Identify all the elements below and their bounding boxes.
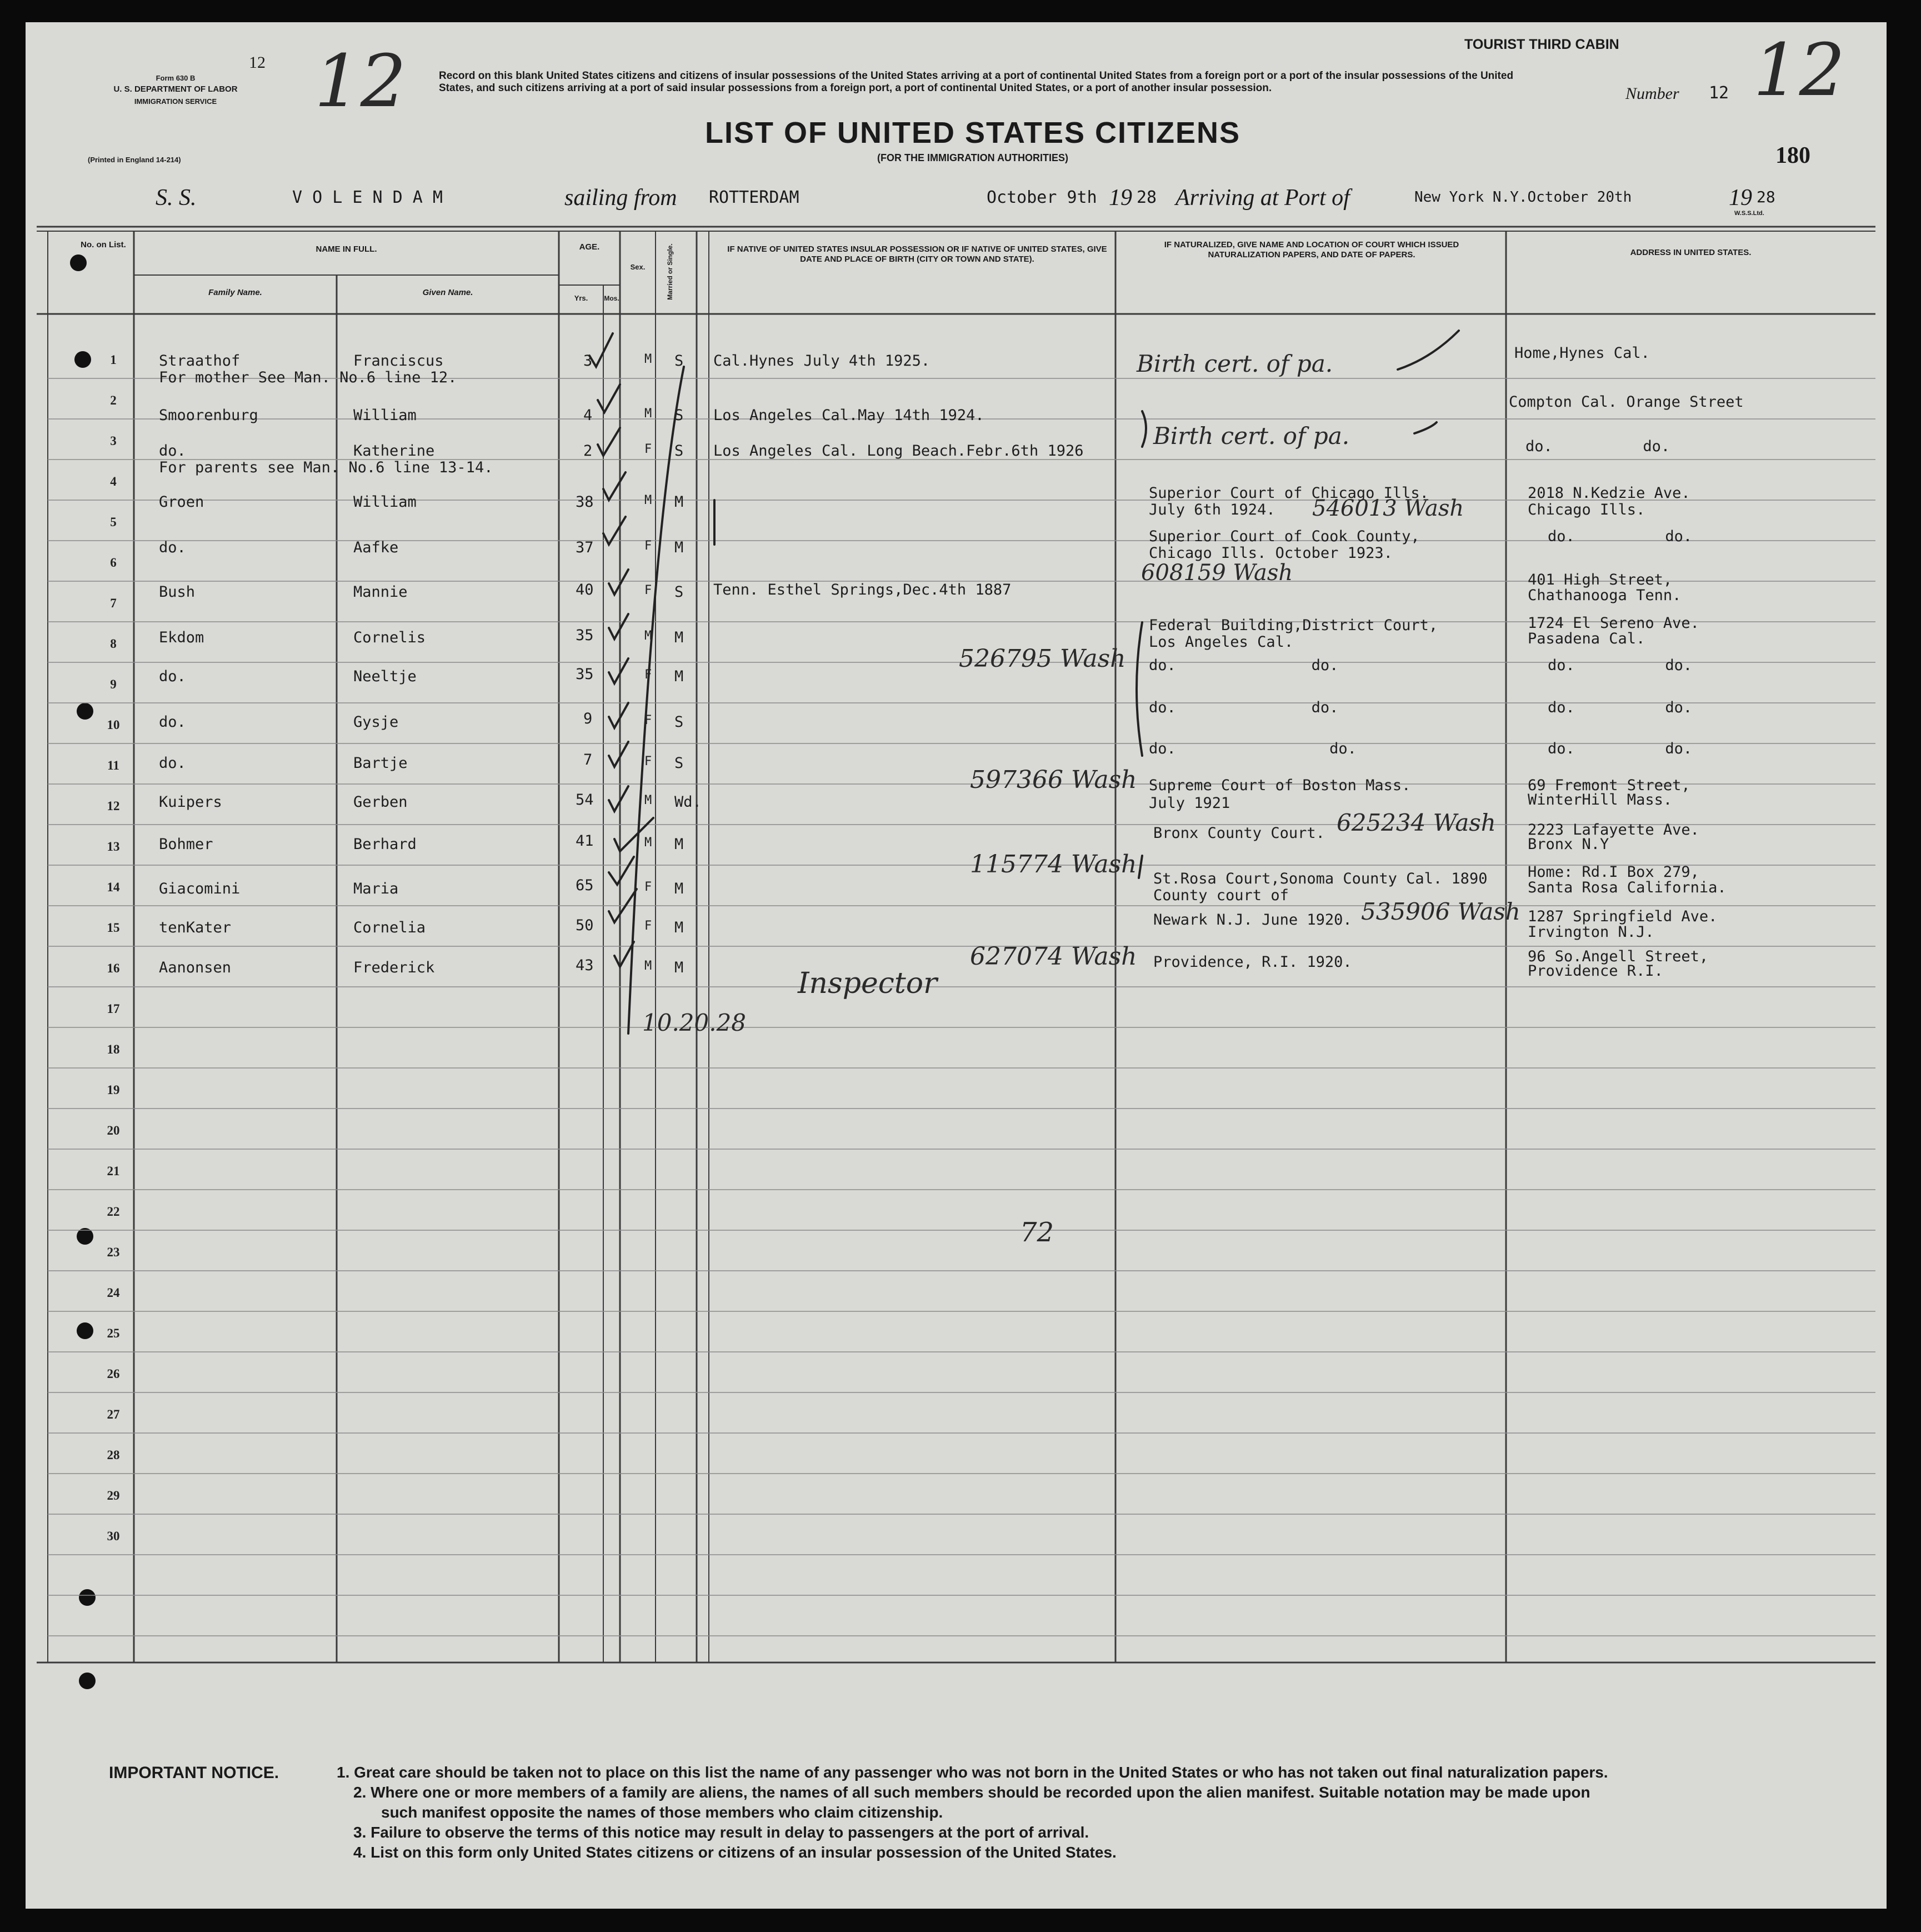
address: Compton Cal. Orange Street bbox=[1509, 393, 1744, 411]
court-info: Superior Court of Chicago Ills. bbox=[1149, 485, 1429, 502]
row-number: 1 bbox=[110, 353, 117, 367]
court-info: Newark N.J. June 1920. bbox=[1153, 911, 1352, 928]
court-subline: July 1921 bbox=[1149, 795, 1230, 812]
marital-status: S bbox=[674, 352, 684, 370]
age: 43 bbox=[576, 957, 594, 974]
year-suffix: 28 bbox=[1137, 188, 1157, 207]
given-name: Franciscus bbox=[353, 352, 444, 370]
instruction-text: Record on this blank United States citizens and citizens of insular possessions of the United States arriving at a port of continental United States from a foreign port or a port of the insular possessions of the United States, and such citizens arriving at a port of said insular possessions from a foreign port, a port of continental United States, or a port of another insular possession. bbox=[439, 70, 1514, 94]
top-left-number: 12 bbox=[249, 53, 266, 72]
age: 65 bbox=[576, 877, 594, 894]
address: 96 So.Angell Street, bbox=[1528, 948, 1709, 965]
court-info: do. do. bbox=[1149, 740, 1357, 757]
sex: M bbox=[644, 629, 652, 643]
given-name: Aafke bbox=[353, 539, 399, 556]
row-number: 27 bbox=[107, 1407, 120, 1421]
row-subline: For parents see Man. No.6 line 13-14. bbox=[159, 459, 493, 476]
sex: M bbox=[644, 959, 652, 973]
row-number: 5 bbox=[110, 515, 117, 529]
printed-note: (Printed in England 14-214) bbox=[88, 156, 181, 164]
court-info: Supreme Court of Boston Mass. bbox=[1149, 777, 1411, 794]
marital-status: S bbox=[674, 407, 684, 424]
family-name: Groen bbox=[159, 493, 204, 511]
given-name: Cornelis bbox=[353, 629, 426, 646]
birth-info: Tenn. Esthel Springs,Dec.4th 1887 bbox=[713, 581, 1012, 598]
page-title: LIST OF UNITED STATES CITIZENS bbox=[705, 116, 1240, 149]
given-name: Katherine bbox=[353, 442, 435, 460]
age: 37 bbox=[576, 539, 594, 556]
given-name: William bbox=[353, 493, 417, 511]
notice-label: IMPORTANT NOTICE. bbox=[109, 1764, 279, 1782]
age: 2 bbox=[583, 442, 593, 460]
row-number: 16 bbox=[107, 961, 120, 975]
row-number: 3 bbox=[110, 434, 117, 448]
address: 2018 N.Kedzie Ave. bbox=[1528, 485, 1690, 502]
handwritten-r11-num: 597366 Wash bbox=[970, 766, 1137, 794]
notice-item-1: 1. Great care should be taken not to place on this list the name of any passenger who was not born in the United States or who has not taken out final naturalization papers. bbox=[337, 1764, 1608, 1781]
given-name: Mannie bbox=[353, 583, 408, 601]
port-to: New York N.Y.October 20th bbox=[1414, 189, 1632, 206]
row-number: 20 bbox=[107, 1124, 120, 1137]
marital-status: M bbox=[674, 836, 684, 853]
marital-status: S bbox=[674, 442, 684, 460]
year-prefix-2: 19 bbox=[1729, 185, 1752, 211]
family-name: Aanonsen bbox=[159, 959, 232, 976]
row-number: 10 bbox=[107, 718, 120, 732]
port-from: ROTTERDAM bbox=[709, 188, 799, 207]
given-name: Maria bbox=[353, 880, 399, 897]
address-subline: Providence R.I. bbox=[1528, 962, 1663, 980]
court-info: Bronx County Court. bbox=[1153, 825, 1325, 842]
handwritten-r14-num: 535906 Wash bbox=[1361, 898, 1520, 925]
row-number: 24 bbox=[107, 1286, 120, 1300]
header-naturalized: IF NATURALIZED, GIVE NAME AND LOCATION OF COURT WHICH ISSUED NATURALIZATION PAPERS, AND DATE OF PAPERS. bbox=[1164, 240, 1459, 259]
header-address: ADDRESS IN UNITED STATES. bbox=[1630, 248, 1752, 257]
marital-status: M bbox=[674, 629, 684, 646]
row-number: 17 bbox=[107, 1002, 120, 1016]
handwritten-page-no-right: 12 bbox=[1753, 28, 1845, 112]
row-number: 8 bbox=[110, 637, 117, 651]
court-subline: County court of bbox=[1153, 887, 1289, 904]
row-number: 18 bbox=[107, 1042, 120, 1056]
handwritten-birth-cert-2: Birth cert. of pa. bbox=[1153, 422, 1350, 450]
marital-status: M bbox=[674, 493, 684, 511]
notice-item-4: 4. List on this form only United States citizens or citizens of an insular possession of the United States. bbox=[353, 1844, 1117, 1861]
court-info: St.Rosa Court,Sonoma County Cal. 1890 bbox=[1153, 870, 1488, 887]
sex: M bbox=[644, 793, 652, 807]
page-subtitle: (FOR THE IMMIGRATION AUTHORITIES) bbox=[877, 152, 1068, 163]
age: 35 bbox=[576, 666, 594, 683]
age: 38 bbox=[576, 493, 594, 511]
sex: F bbox=[644, 755, 652, 768]
marital-status: S bbox=[674, 583, 684, 601]
address: do. do. bbox=[1525, 438, 1670, 455]
given-name: Berhard bbox=[353, 836, 417, 853]
row-number: 14 bbox=[107, 880, 120, 894]
row-number: 22 bbox=[107, 1205, 120, 1219]
address-subline: Chicago Ills. bbox=[1528, 501, 1645, 518]
header-birth: IF NATIVE OF UNITED STATES INSULAR POSSESSION OR IF NATIVE OF UNITED STATES, GIVE DATE AND PLACE OF BIRTH (CITY OR TOWN AND STATE). bbox=[727, 244, 1107, 264]
family-name: do. bbox=[159, 668, 186, 685]
form-no: Form 630 B bbox=[156, 74, 196, 82]
form-department: U. S. DEPARTMENT OF LABOR bbox=[113, 84, 238, 94]
given-name: Gysje bbox=[353, 713, 399, 731]
court-info: do. do. bbox=[1149, 699, 1339, 716]
marital-status: M bbox=[674, 919, 684, 936]
address: 1287 Springfield Ave. bbox=[1528, 908, 1718, 925]
header-given-name: Given Name. bbox=[422, 288, 473, 297]
marital-status: M bbox=[674, 880, 684, 897]
family-name: do. bbox=[159, 442, 186, 460]
marital-status: M bbox=[674, 539, 684, 556]
address-subline: Pasadena Cal. bbox=[1528, 630, 1645, 647]
sheet-number: 180 bbox=[1775, 143, 1810, 168]
number-value: 12 bbox=[1709, 83, 1729, 103]
handwritten-r15-num: 627074 Wash bbox=[970, 942, 1137, 971]
corner-code: W.S.S.Ltd. bbox=[1734, 210, 1764, 217]
age: 7 bbox=[583, 751, 593, 768]
arriving-label: Arriving at Port of bbox=[1175, 185, 1350, 211]
family-name: Bohmer bbox=[159, 836, 213, 853]
address: 1724 El Sereno Ave. bbox=[1528, 615, 1699, 632]
address: do. do. bbox=[1548, 740, 1693, 757]
row-number: 13 bbox=[107, 840, 120, 853]
header-yrs: Yrs. bbox=[574, 294, 588, 302]
given-name: William bbox=[353, 407, 417, 424]
row-number: 29 bbox=[107, 1489, 120, 1502]
address: do. do. bbox=[1548, 528, 1693, 545]
court-info: Providence, R.I. 1920. bbox=[1153, 953, 1352, 971]
court-info: Federal Building,District Court, bbox=[1149, 617, 1438, 634]
family-name: Bush bbox=[159, 583, 196, 601]
handwritten-r6-num: 608159 Wash bbox=[1141, 560, 1293, 586]
marital-status: S bbox=[674, 755, 684, 772]
row-number: 23 bbox=[107, 1245, 120, 1259]
row-number: 11 bbox=[107, 758, 119, 772]
manifest-sheet bbox=[26, 22, 1887, 1909]
row-number: 26 bbox=[107, 1367, 120, 1381]
address: 401 High Street, bbox=[1528, 571, 1673, 588]
address-subline: Chathanooga Tenn. bbox=[1528, 587, 1682, 604]
sex: F bbox=[644, 668, 652, 682]
sex: M bbox=[644, 493, 652, 507]
ss-label: S. S. bbox=[156, 185, 197, 211]
court-info: Superior Court of Cook County, bbox=[1149, 528, 1420, 545]
row-number: 7 bbox=[110, 596, 117, 610]
row-number: 30 bbox=[107, 1529, 120, 1543]
age: 54 bbox=[576, 791, 594, 808]
header-mos: Mos. bbox=[604, 294, 619, 302]
sex: M bbox=[644, 352, 652, 366]
sailing-label: sailing from bbox=[564, 185, 677, 211]
birth-info: Cal.Hynes July 4th 1925. bbox=[713, 352, 931, 370]
ship-name: V O L E N D A M bbox=[292, 188, 443, 207]
address: do. do. bbox=[1548, 699, 1693, 716]
row-number: 19 bbox=[107, 1083, 120, 1097]
family-name: Giacomini bbox=[159, 880, 241, 897]
row-number: 28 bbox=[107, 1448, 120, 1462]
address: do. do. bbox=[1548, 657, 1693, 674]
court-subline: July 6th 1924. bbox=[1149, 501, 1275, 518]
address-subline: Bronx N.Y bbox=[1528, 836, 1609, 853]
family-name: do. bbox=[159, 713, 186, 731]
given-name: Neeltje bbox=[353, 668, 417, 685]
handwritten-page-no: 12 bbox=[314, 39, 407, 123]
family-name: Smoorenburg bbox=[159, 407, 258, 424]
age: 4 bbox=[583, 407, 593, 424]
age: 9 bbox=[583, 710, 593, 727]
year-suffix-2: 28 bbox=[1757, 188, 1775, 206]
court-subline: Chicago Ills. October 1923. bbox=[1149, 545, 1393, 562]
address: Home: Rd.I Box 279, bbox=[1528, 863, 1699, 881]
sex: F bbox=[644, 880, 652, 894]
family-name: do. bbox=[159, 539, 186, 556]
sex: F bbox=[644, 919, 652, 933]
address: Home,Hynes Cal. bbox=[1514, 345, 1650, 362]
cabin-class: TOURIST THIRD CABIN bbox=[1464, 37, 1619, 52]
age: 50 bbox=[576, 917, 594, 934]
handwritten-r4-num: 546013 Wash bbox=[1312, 496, 1464, 521]
age: 40 bbox=[576, 581, 594, 598]
marital-status: Wd. bbox=[674, 793, 702, 811]
family-name: Ekdom bbox=[159, 629, 204, 646]
marital-status: M bbox=[674, 668, 684, 685]
given-name: Frederick bbox=[353, 959, 435, 976]
row-number: 21 bbox=[107, 1164, 120, 1178]
family-name: tenKater bbox=[159, 919, 232, 936]
sex: M bbox=[644, 407, 652, 421]
marital-status: S bbox=[674, 713, 684, 731]
address-subline: WinterHill Mass. bbox=[1528, 791, 1673, 808]
header-sex: Sex. bbox=[630, 263, 646, 271]
row-number: 2 bbox=[110, 393, 117, 407]
family-name: Straathof bbox=[159, 352, 241, 370]
number-label: Number bbox=[1625, 84, 1679, 103]
address-subline: Irvington N.J. bbox=[1528, 923, 1654, 941]
notice-item-2: 2. Where one or more members of a family are aliens, the names of all such members should be recorded upon the alien manifest. Suitable notation may be made upon bbox=[353, 1784, 1590, 1801]
family-name: Kuipers bbox=[159, 793, 222, 811]
header-family-name: Family Name. bbox=[208, 288, 262, 297]
notice-item-2-cont: such manifest opposite the names of those members who claim citizenship. bbox=[381, 1804, 943, 1821]
family-name: do. bbox=[159, 755, 186, 772]
sex: F bbox=[644, 583, 652, 597]
header-no-on-list: No. on List. bbox=[81, 240, 126, 249]
row-number: 25 bbox=[107, 1326, 120, 1340]
given-name: Gerben bbox=[353, 793, 408, 811]
handwritten-r12-num: 625234 Wash bbox=[1337, 809, 1496, 836]
handwritten-r7-num: 526795 Wash bbox=[959, 645, 1126, 673]
handwritten-r13-num: 115774 Wash bbox=[970, 850, 1137, 878]
handwritten-mark: 72 bbox=[1020, 1217, 1054, 1248]
court-info: do. do. bbox=[1149, 657, 1339, 674]
given-name: Cornelia bbox=[353, 919, 426, 936]
row-number: 9 bbox=[110, 677, 117, 691]
row-number: 12 bbox=[107, 799, 120, 813]
birth-info: Los Angeles Cal.May 14th 1924. bbox=[713, 407, 984, 424]
header-married-single: Married or Single. bbox=[666, 243, 674, 300]
date-from: October 9th bbox=[987, 188, 1097, 207]
header-age: AGE. bbox=[579, 242, 600, 252]
sex: M bbox=[644, 836, 652, 850]
address: 69 Fremont Street, bbox=[1528, 777, 1690, 794]
handwritten-inspector-date: 10.20.28 bbox=[642, 1009, 747, 1036]
age: 41 bbox=[576, 832, 594, 850]
handwritten-birth-cert-1: Birth cert. of pa. bbox=[1137, 350, 1333, 377]
age: 3 bbox=[583, 352, 593, 370]
form-service: IMMIGRATION SERVICE bbox=[134, 97, 217, 106]
row-number: 4 bbox=[110, 475, 117, 488]
address-subline: Santa Rosa California. bbox=[1528, 879, 1727, 896]
given-name: Bartje bbox=[353, 755, 408, 772]
sex: F bbox=[644, 713, 652, 727]
row-number: 6 bbox=[110, 556, 117, 570]
notice-item-3: 3. Failure to observe the terms of this notice may result in delay to passengers at the port of arrival. bbox=[353, 1824, 1089, 1841]
year-prefix: 19 bbox=[1109, 185, 1132, 211]
row-number: 15 bbox=[107, 921, 120, 935]
age: 35 bbox=[576, 627, 594, 644]
row-subline: For mother See Man. No.6 line 12. bbox=[159, 369, 457, 386]
marital-status: M bbox=[674, 959, 684, 976]
sex: F bbox=[644, 442, 652, 456]
header-name-in-full: NAME IN FULL. bbox=[316, 244, 377, 254]
court-subline: Los Angeles Cal. bbox=[1149, 633, 1294, 651]
sex: F bbox=[644, 539, 652, 553]
handwritten-inspector: Inspector bbox=[798, 967, 937, 1000]
birth-info: Los Angeles Cal. Long Beach.Febr.6th 1926 bbox=[713, 442, 1084, 460]
pen-marks bbox=[26, 22, 1887, 1909]
address: 2223 Lafayette Ave. bbox=[1528, 821, 1699, 838]
